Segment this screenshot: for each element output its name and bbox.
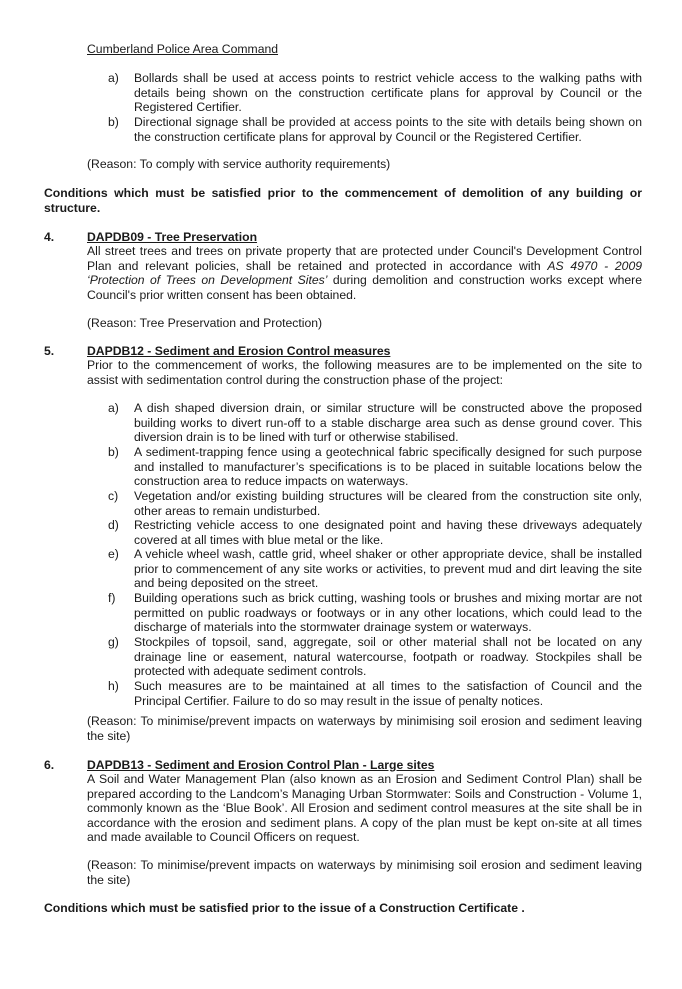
list-item: c) Vegetation and/or existing building structures will be cleared from the construction site only, other areas to remain undisturbed. — [108, 489, 642, 518]
condition-title: DAPDB12 - Sediment and Erosion Control measures — [87, 344, 391, 358]
condition-body: All street trees and trees on private property that are protected under Council's Development Control Plan and relevant policies, shall be retained and protected in accordance with AS 4970 - 2009 ‘Protection of Trees on Development Sites’ during demolition and construction works except where Council's prior written consent has been obtained. — [87, 244, 643, 302]
condition-number: 4. — [44, 230, 55, 244]
condition-reason: (Reason: Tree Preservation and Protection) — [87, 316, 323, 330]
list-item: a) A dish shaped diversion drain, or similar structure will be constructed above the proposed building works to divert run-off to a stable discharge area such as dense ground cover. This diversion drain is to be lined with turf or otherwise stabilised. — [108, 401, 642, 445]
condition-title: DAPDB09 - Tree Preservation — [87, 230, 258, 244]
intro-list — [87, 71, 642, 144]
section-heading-demolition: Conditions which must be satisfied prior to the commencement of demolition of any building or structure. — [44, 186, 642, 215]
list-item: b) Directional signage shall be provided at access points to the site with details being shown on the construction certificate plans for approval by Council or the Registered Certifier. — [108, 115, 642, 144]
measures-list — [87, 401, 642, 708]
condition-reason: (Reason: To minimise/prevent impacts on waterways by minimising soil erosion and sediment leaving the site) — [87, 714, 642, 743]
section-heading-construction-certificate: Conditions which must be satisfied prior to the issue of a Construction Certificate . — [44, 901, 525, 915]
list-item: g) Stockpiles of topsoil, sand, aggregate, soil or other material shall not be located on any drainage line or easement, natural watercourse, footpath or roadway. Stockpiles shall be protected with adequate sediment controls. — [108, 635, 642, 679]
condition-body: A Soil and Water Management Plan (also known as an Erosion and Sediment Control Plan) shall be prepared according to the Landcom’s Managing Urban Stormwater: Soils and Construction - Volume 1, commonly known as the ‘Blue Book’. All Erosion and sediment control measures at the site shall be in accordance with the erosion and sediment plans. A copy of the plan must be kept on-site at all times and made available to Council Officers on request. — [87, 772, 642, 845]
list-item: f) Building operations such as brick cutting, washing tools or brushes and mixing mortar are not permitted on public roadways or footways or in any other locations, which could lead to the discharge of materials into the stormwater drainage system or waterways. — [108, 591, 642, 635]
list-item: h) Such measures are to be maintained at all times to the satisfaction of Council and the Principal Certifier. Failure to do so may result in the issue of penalty notices. — [108, 679, 642, 708]
condition-title: DAPDB13 - Sediment and Erosion Control Plan - Large sites — [87, 758, 435, 772]
condition-number: 6. — [44, 758, 55, 772]
condition-body: Prior to the commencement of works, the following measures are to be implemented on the site to assist with sedimentation control during the construction phase of the project: — [87, 358, 642, 387]
intro-header: Cumberland Police Area Command — [87, 42, 279, 56]
condition-reason: (Reason: To minimise/prevent impacts on waterways by minimising soil erosion and sediment leaving the site) — [87, 858, 642, 887]
list-item: e) A vehicle wheel wash, cattle grid, wheel shaker or other appropriate device, shall be installed prior to commencement of any site works or activities, to prevent mud and dirt leaving the site and being deposited on the street. — [108, 547, 642, 591]
condition-number: 5. — [44, 344, 55, 358]
list-item: b) A sediment-trapping fence using a geotechnical fabric specifically designed for such purpose and installed to manufacturer’s specifications is to be placed in suitable locations below the construction area to reduce impacts on waterways. — [108, 445, 642, 489]
list-item: a) Bollards shall be used at access points to restrict vehicle access to the walking paths with details being shown on the construction certificate plans for approval by Council or the Registered Certifier. — [108, 71, 642, 115]
intro-reason: (Reason: To comply with service authority requirements) — [87, 157, 391, 171]
list-item: d) Restricting vehicle access to one designated point and having these driveways adequately covered at all times with blue metal or the like. — [108, 518, 642, 547]
